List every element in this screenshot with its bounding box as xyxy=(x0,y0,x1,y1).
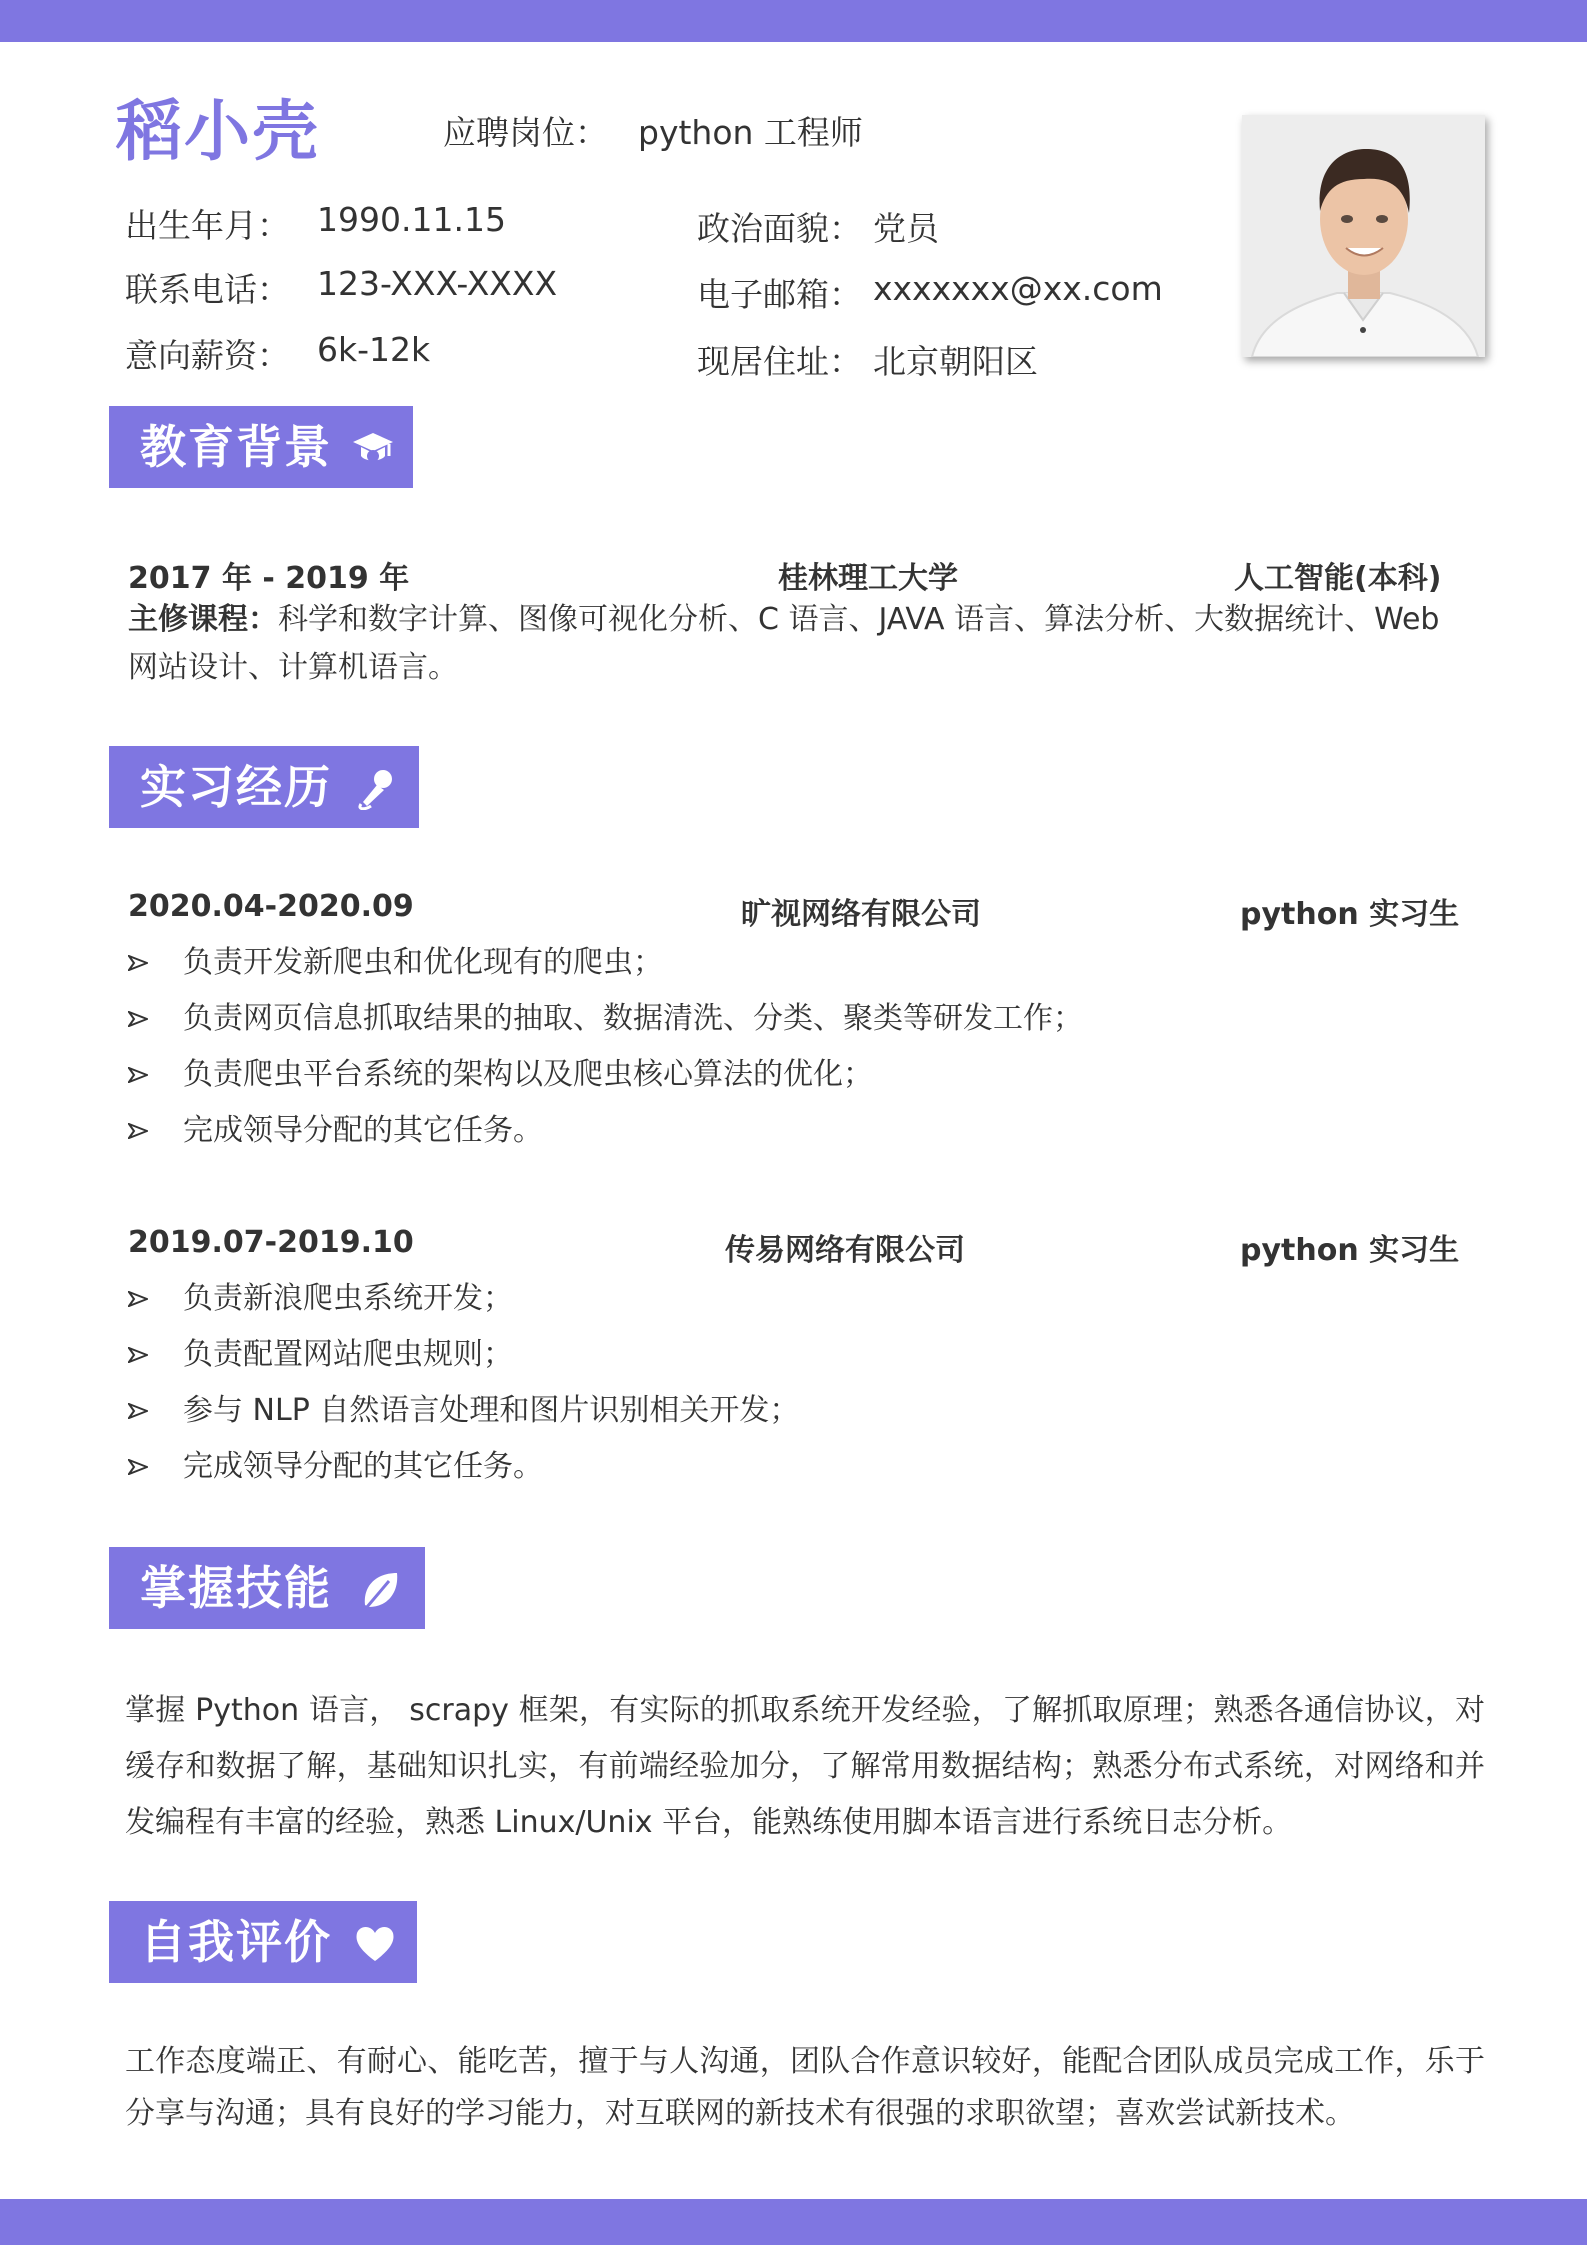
top-accent-bar xyxy=(0,0,1587,42)
education-period: 2017 年 - 2019 年 xyxy=(128,561,410,596)
list-item: 负责开发新爬虫和优化现有的爬虫； xyxy=(128,935,1083,991)
self-eval-text: 工作态度端正、有耐心、能吃苦，擅于与人沟通，团队合作意识较好，能配合团队成员完成工作，乐于分享与沟通；具有良好的学习能力，对互联网的新技术有很强的求职欲望；喜欢尝试新技术。 xyxy=(125,2044,1485,2131)
birth-value: 1990.11.15 xyxy=(317,200,506,239)
section-header-self-eval xyxy=(109,1901,417,1983)
email-value: xxxxxxx@xx.com xyxy=(873,269,1163,308)
job-2-role: python 实习生 xyxy=(1240,1233,1460,1268)
job-2-duties xyxy=(128,1271,799,1495)
list-item: 参与 NLP 自然语言处理和图片识别相关开发； xyxy=(128,1383,799,1439)
job-1-company: 旷视网络有限公司 xyxy=(741,897,981,932)
email-label: 电子邮箱： xyxy=(697,275,862,314)
arrow-bullet-icon xyxy=(128,1291,148,1307)
list-item: 负责新浪爬虫系统开发； xyxy=(128,1271,799,1327)
skills-title: 掌握技能 xyxy=(140,1561,332,1615)
salary-value: 6k-12k xyxy=(317,330,431,369)
microphone-icon xyxy=(353,766,397,810)
education-title: 教育背景 xyxy=(140,420,332,474)
info-birth xyxy=(125,200,506,247)
profile-photo xyxy=(1242,115,1485,357)
address-label: 现居住址： xyxy=(697,342,862,381)
phone-value: 123-XXX-XXXX xyxy=(317,264,558,303)
job-2-period: 2019.07-2019.10 xyxy=(128,1225,414,1260)
section-header-skills xyxy=(109,1547,425,1629)
section-header-education xyxy=(109,406,413,488)
info-address xyxy=(697,336,1038,383)
info-salary xyxy=(125,330,431,377)
arrow-bullet-icon xyxy=(128,1011,148,1027)
job-1-period: 2020.04-2020.09 xyxy=(128,889,414,924)
arrow-bullet-icon xyxy=(128,1123,148,1139)
job-1-duties xyxy=(128,935,1083,1159)
skills-text: 掌握 Python 语言， scrapy 框架，有实际的抓取系统开发经验，了解抓取原理；熟悉各通信协议，对缓存和数据了解，基础知识扎实，有前端经验加分，了解常用数据结构；熟悉分布式系统，对网络和并发编程有丰富的经验，熟悉 Linux/Unix 平台，能熟练使用脚本语言进行系统日志分析。 xyxy=(125,1693,1485,1840)
graduation-cap-icon xyxy=(351,426,395,470)
bottom-accent-bar xyxy=(0,2199,1587,2245)
section-header-internship xyxy=(109,746,419,828)
job-2-company: 传易网络有限公司 xyxy=(725,1233,965,1268)
arrow-bullet-icon xyxy=(128,1403,148,1419)
list-item: 负责爬虫平台系统的架构以及爬虫核心算法的优化； xyxy=(128,1047,1083,1103)
info-politics xyxy=(697,203,939,250)
candidate-name: 稻小壳 xyxy=(116,93,320,170)
address-value: 北京朝阳区 xyxy=(873,342,1038,381)
education-major: 人工智能(本科) xyxy=(1234,561,1442,596)
education-courses xyxy=(128,596,1478,692)
self-eval-title: 自我评价 xyxy=(140,1915,332,1969)
portrait-illustration xyxy=(1242,115,1485,357)
list-item: 完成领导分配的其它任务。 xyxy=(128,1439,799,1495)
info-phone xyxy=(125,264,558,311)
arrow-bullet-icon xyxy=(128,1459,148,1475)
list-item: 负责网页信息抓取结果的抽取、数据清洗、分类、聚类等研发工作； xyxy=(128,991,1083,1047)
arrow-bullet-icon xyxy=(128,1067,148,1083)
list-item: 完成领导分配的其它任务。 xyxy=(128,1103,1083,1159)
job-label: 应聘岗位： xyxy=(443,113,608,152)
courses-text: 科学和数字计算、图像可视化分析、C 语言、JAVA 语言、算法分析、大数据统计、Web 网站设计、计算机语言。 xyxy=(128,602,1440,685)
leaf-icon xyxy=(359,1567,403,1611)
birth-label: 出生年月： xyxy=(125,206,290,245)
politics-label: 政治面貌： xyxy=(697,209,862,248)
salary-label: 意向薪资： xyxy=(125,336,290,375)
list-item: 负责配置网站爬虫规则； xyxy=(128,1327,799,1383)
internship-title: 实习经历 xyxy=(140,760,332,814)
heart-icon xyxy=(353,1921,397,1965)
arrow-bullet-icon xyxy=(128,1347,148,1363)
job-1-role: python 实习生 xyxy=(1240,897,1460,932)
job-target xyxy=(443,107,863,154)
arrow-bullet-icon xyxy=(128,955,148,971)
education-school: 桂林理工大学 xyxy=(778,561,958,596)
courses-label: 主修课程： xyxy=(128,602,278,637)
phone-label: 联系电话： xyxy=(125,270,290,309)
job-value: python 工程师 xyxy=(638,113,863,152)
info-email xyxy=(697,269,1163,316)
politics-value: 党员 xyxy=(873,209,939,248)
